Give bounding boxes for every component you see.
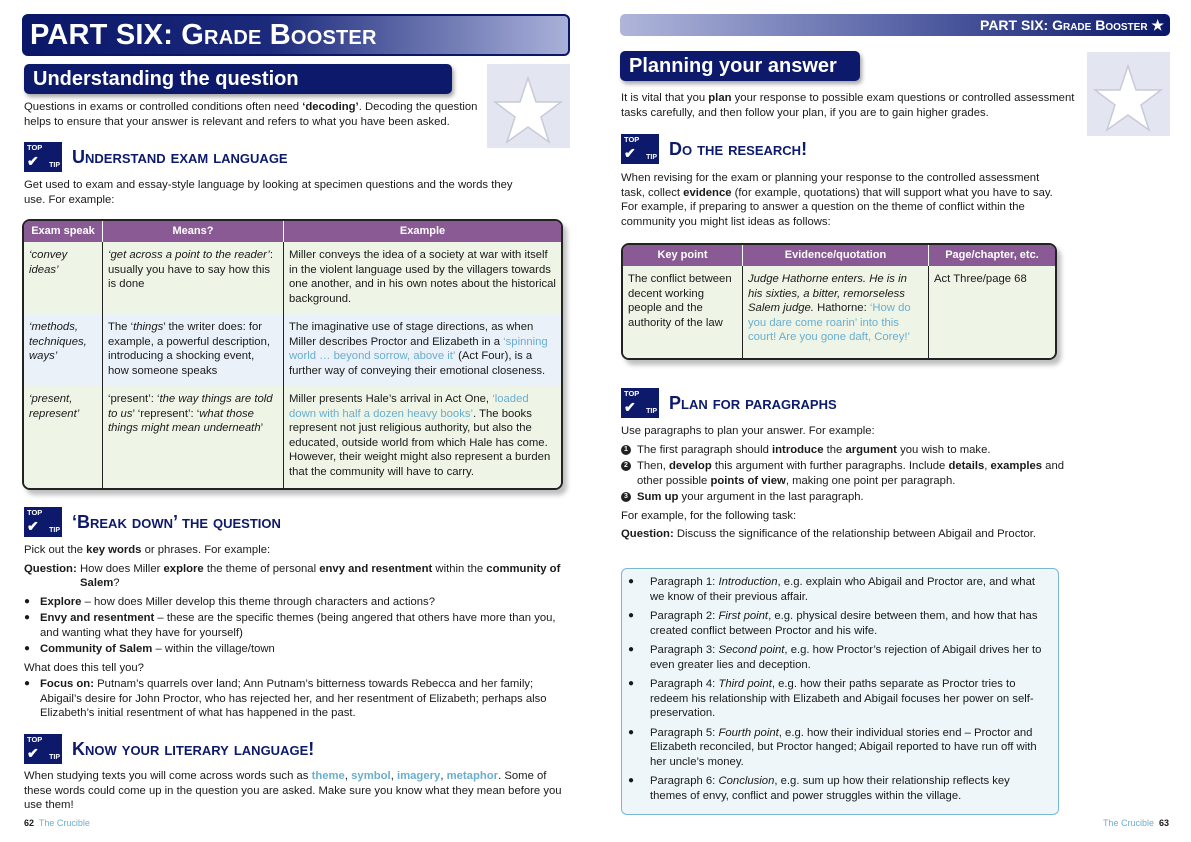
text-run: Judge Hathorne enters. He is in his sixties, a bitter, remorseless Salem judge.: [748, 273, 907, 314]
text-run: details: [948, 460, 985, 472]
column-header: Means?: [102, 221, 283, 242]
text-run: your argument in the last paragraph.: [678, 491, 864, 503]
question-text: [621, 527, 1141, 542]
text-run: When revising for the exam or planning your response to the controlled assessment task, collect: [621, 172, 1040, 199]
what-question: What does this tell you?: [24, 661, 144, 674]
text-run: metaphor: [446, 770, 499, 782]
text-run: Paragraph 1:: [650, 576, 719, 588]
text-run: ,: [440, 770, 447, 782]
text-run: . Decoding the question helps to ensure that your answer is relevant and refers to what you have been asked.: [24, 101, 478, 128]
text-run: this argument with further paragraphs. Include: [711, 460, 949, 472]
break-down-section: [24, 543, 569, 723]
table-cell: ‘present, represent’: [24, 386, 102, 488]
check-icon: ✔: [624, 399, 636, 415]
text-run: . Some of these words could come up in the question you are asked. Make sure you know what they mean before you use them!: [24, 770, 562, 811]
text-run: ,: [344, 770, 352, 782]
text-run: ?: [113, 577, 120, 589]
text-run: plan: [708, 92, 732, 104]
tip-heading: Know your literary language!: [72, 738, 315, 759]
text-run: theme: [311, 770, 345, 782]
text-run: ,: [984, 460, 991, 472]
text-run: Sum up: [637, 491, 679, 503]
check-icon: ✔: [27, 153, 39, 169]
tip-text: [621, 171, 1066, 229]
text-run: Pick out the: [24, 544, 87, 556]
tip-text: Get used to exam and essay-style language by looking at specimen questions and the words they use. For example:: [24, 179, 513, 206]
text-run: Introduction: [718, 576, 778, 588]
tip-heading: ‘Break down’ the question: [72, 511, 281, 532]
numbered-item: 1 The first paragraph should introduce the argument you wish to make.: [621, 443, 1091, 458]
section-title: Planning your answer: [620, 51, 860, 81]
text-run: . The books represent not just religious authority, but also the educated, outside world from which Hale has come. However, their weight might also represent a burden that the community will have to carry.: [289, 407, 551, 478]
text-run: (for example, quotations) that will support what you have to say. For example, if preparing to answer a question on the theme of conflict within the community you might list ideas as follows:: [621, 186, 1053, 228]
text-run: the way things are told to us: [108, 393, 273, 420]
intro-paragraph: [24, 100, 486, 129]
text-run: you wish to make.: [896, 443, 991, 456]
tip-heading: Understand exam language: [72, 146, 288, 167]
text-run: Third point: [718, 678, 772, 690]
text-run: Miller conveys the idea of a society at war with itself in the violent language used by the villagers towards one another, and in his own notes about the historical background.: [289, 249, 556, 305]
table-cell: ‘methods, techniques, ways’: [24, 314, 102, 386]
star-icon: [487, 64, 570, 148]
table-cell: [102, 386, 283, 488]
table-row: [623, 266, 1055, 358]
check-icon: ✔: [27, 745, 39, 761]
book-title: The Crucible: [1102, 818, 1154, 828]
text-run: , e.g. how Proctor’s rejection of Abigail drives her to even greater lies and deception.: [650, 644, 1042, 671]
text-run: introduce: [772, 443, 824, 456]
tip-label: TIP: [49, 754, 60, 761]
text-run: – these are the specific themes (being angered that others have more than you, and wanting what they have for yourself): [40, 612, 556, 639]
text-run: Discuss the significance of the relationship between Abigail and Proctor.: [673, 528, 1037, 540]
list-item: [24, 611, 569, 640]
top-label: TOP: [27, 143, 43, 152]
text-run: Paragraph 4:: [650, 678, 719, 690]
text-run: , e.g. physical desire between them, and how that has created conflict between Proctor and his wife.: [650, 610, 1038, 637]
text-run: explore: [163, 562, 204, 575]
section-title: Understanding the question: [24, 64, 452, 94]
top-tip-heading: [621, 388, 837, 418]
text-run: Putnam’s quarrels over land; Ann Putnam’s bitterness towards Rebecca and her family; Abigail’s desire for John Proctor, who has rejected her, and her resentment of Elizabeth; perhaps also Elizabeth’s initial resentment of what has happened in the past.: [40, 678, 547, 719]
text-run: what those things might mean underneath: [108, 407, 261, 434]
top-tip-icon: [24, 507, 62, 537]
top-label: TOP: [27, 735, 43, 744]
running-header: PART SIX: Grade Booster ★: [620, 14, 1170, 36]
text-run: within the: [432, 562, 487, 575]
numbered-item: 3 Sum up your argument in the last paragraph.: [621, 490, 1091, 505]
text-run: imagery: [396, 770, 441, 782]
text-run: things: [133, 321, 164, 333]
text-run: examples: [990, 460, 1043, 472]
top-label: TOP: [624, 135, 640, 144]
list-item: [24, 642, 569, 657]
column-header: Page/chapter, etc.: [928, 245, 1055, 266]
column-header: Example: [283, 221, 561, 242]
evidence-table: [621, 243, 1057, 360]
text-run: , e.g. explain who Abigail and Proctor are, and what we know of their previous affair.: [650, 576, 1035, 603]
text-run: Then,: [637, 460, 670, 472]
check-icon: ✔: [624, 145, 636, 161]
star-icon: [1087, 52, 1170, 136]
text-run: (Act Four), is a further way of conveying their emotional closeness.: [289, 350, 546, 377]
list-item: [628, 643, 1048, 672]
table-cell: [283, 314, 561, 386]
text-run: Envy and resentment: [40, 612, 155, 624]
text-run: Paragraph 3:: [650, 644, 719, 656]
list-item: [628, 575, 1048, 604]
table-row: [24, 242, 561, 314]
plan-intro: Use paragraphs to plan your answer. For example:: [621, 425, 875, 437]
text-run: Paragraph 5:: [650, 726, 719, 739]
text-run: symbol: [351, 770, 391, 782]
text-run: First point: [718, 610, 769, 622]
text-run: argument: [845, 443, 897, 456]
tip-heading: Plan for paragraphs: [669, 392, 837, 413]
top-tip-heading: [621, 134, 807, 164]
table-cell: [283, 242, 561, 314]
text-run: Explore: [40, 595, 82, 608]
table-row: [24, 386, 561, 488]
text-run: The first paragraph should: [637, 443, 773, 456]
text-run: , e.g. sum up how their relationship reflects key themes of envy, conflict and power struggles within the village.: [650, 775, 1010, 802]
top-tip-icon: [24, 734, 62, 764]
table-cell: [102, 242, 283, 314]
text-run: It is vital that you: [621, 92, 709, 104]
text-run: ‘How do you dare come roarin’ into this court! Are you gone daft, Corey!’: [748, 302, 911, 343]
page-number: 63: [1158, 818, 1169, 828]
column-header: Exam speak: [24, 221, 102, 242]
tip-label: TIP: [646, 408, 657, 415]
top-tip-icon: [24, 142, 62, 172]
text-run: , e.g. how their individual stories end – Proctor and Elizabeth reconciled, but Proctor hanged; Abigail reported to have run off with her uncle’s money.: [650, 726, 1037, 768]
text-run: , making one point per paragraph.: [785, 474, 956, 487]
text-run: Paragraph 2:: [650, 610, 719, 622]
top-tip-icon: [621, 388, 659, 418]
text-run: Question:: [621, 528, 674, 540]
text-run: or phrases. For example:: [141, 544, 271, 556]
text-run: Questions in exams or controlled conditions often need: [24, 101, 303, 113]
tip-text: [24, 769, 569, 813]
book-title: The Crucible: [38, 818, 90, 828]
top-tip-icon: [621, 134, 659, 164]
text-run: Conclusion: [718, 775, 775, 787]
list-item: [628, 609, 1048, 638]
text-run: community of Salem: [80, 562, 561, 589]
text-run: – how does Miller develop this theme through characters and actions?: [81, 595, 435, 608]
text-run: , e.g. how their paths separate as Proctor tries to redeem his relationship with Elizabeth and Abigail focuses her power on self-preservation.: [650, 678, 1034, 719]
text-run: Fourth point: [718, 726, 779, 739]
text-run: Focus on:: [40, 678, 94, 690]
text-run: : usually you have to say how this is done: [108, 249, 273, 290]
text-run: ,: [390, 770, 397, 782]
text-run: Second point: [718, 644, 785, 656]
check-icon: ✔: [27, 518, 39, 534]
tip-label: TIP: [49, 162, 60, 169]
text-run: ’: [260, 422, 264, 434]
top-tip-heading: [24, 142, 288, 172]
question-label: Question:: [24, 562, 77, 575]
table-cell: The conflict between decent working people and the authority of the law: [623, 266, 742, 358]
text-run: Community of Salem: [40, 643, 153, 655]
text-run: your response to possible exam questions or controlled assessment tasks carefully, and then follow your plan, if you are to gain higher grades.: [621, 92, 1075, 119]
text-run: envy and resentment: [319, 562, 433, 575]
text-run: ‘present’: ‘: [108, 393, 160, 405]
table-cell: [742, 266, 928, 358]
text-run: Paragraph 6:: [650, 775, 719, 787]
text-run: and other possible: [637, 460, 1065, 487]
text-run: ‘spinning world … beyond sorrow, above it’: [289, 335, 548, 362]
paragraph-plan-box: [621, 568, 1059, 815]
page-title: PART SIX: Grade Booster: [22, 14, 570, 56]
text-run: ‘get across a point to the reader’: [108, 249, 270, 261]
text-run: The ‘: [108, 321, 134, 333]
intro-paragraph: [621, 91, 1076, 120]
exam-language-table: [22, 219, 563, 490]
page-number: 62: [24, 818, 35, 828]
page-footer: [1103, 818, 1169, 829]
text-run: points of view: [710, 474, 786, 487]
list-item: [628, 774, 1048, 803]
table-cell: Act Three/page 68: [928, 266, 1055, 358]
text-run: ‘loaded down with half a dozen heavy books’: [289, 393, 529, 420]
column-header: Key point: [623, 245, 742, 266]
tip-heading: Do the research!: [669, 138, 808, 159]
tip-label: TIP: [49, 527, 60, 534]
list-item: [24, 677, 569, 721]
page-footer: [24, 818, 90, 829]
text-run: evidence: [683, 186, 732, 199]
column-header: Evidence/quotation: [742, 245, 928, 266]
plan-section: [621, 424, 1141, 546]
tip-label: TIP: [646, 154, 657, 161]
text-run: the: [823, 443, 846, 456]
text-run: ’ ‘represent’: ‘: [132, 407, 200, 420]
text-run: Hathorne:: [813, 302, 870, 314]
top-tip-heading: [24, 507, 281, 537]
text-run: When studying texts you will come across words such as: [24, 770, 312, 782]
text-run: How does Miller: [80, 562, 164, 575]
numbered-item: 2 Then, develop this argument with further paragraphs. Include details, examples and other possible points of view, making one point per paragraph.: [621, 459, 1091, 488]
table-cell: ‘convey ideas’: [24, 242, 102, 314]
top-label: TOP: [624, 389, 640, 398]
top-label: TOP: [27, 508, 43, 517]
text-run: The imaginative use of stage directions, as when Miller describes Proctor and Elizabeth in a: [289, 321, 534, 348]
list-item: [24, 595, 569, 610]
top-tip-heading: [24, 734, 314, 764]
text-run: ’ the writer does: for example, a powerful description, introducing a shocking event, how someone speaks: [108, 321, 271, 377]
text-run: ‘decoding’: [302, 101, 359, 113]
text-run: the theme of personal: [203, 562, 320, 575]
text-run: – within the village/town: [152, 643, 275, 655]
list-item: [628, 677, 1048, 721]
list-item: [628, 726, 1048, 770]
text-run: develop: [669, 460, 712, 472]
table-cell: [102, 314, 283, 386]
table-cell: [283, 386, 561, 488]
text-run: Miller presents Hale’s arrival in Act One,: [289, 393, 493, 405]
text-run: key words: [86, 544, 142, 556]
task-text: For example, for the following task:: [621, 509, 797, 522]
table-row: [24, 314, 561, 386]
